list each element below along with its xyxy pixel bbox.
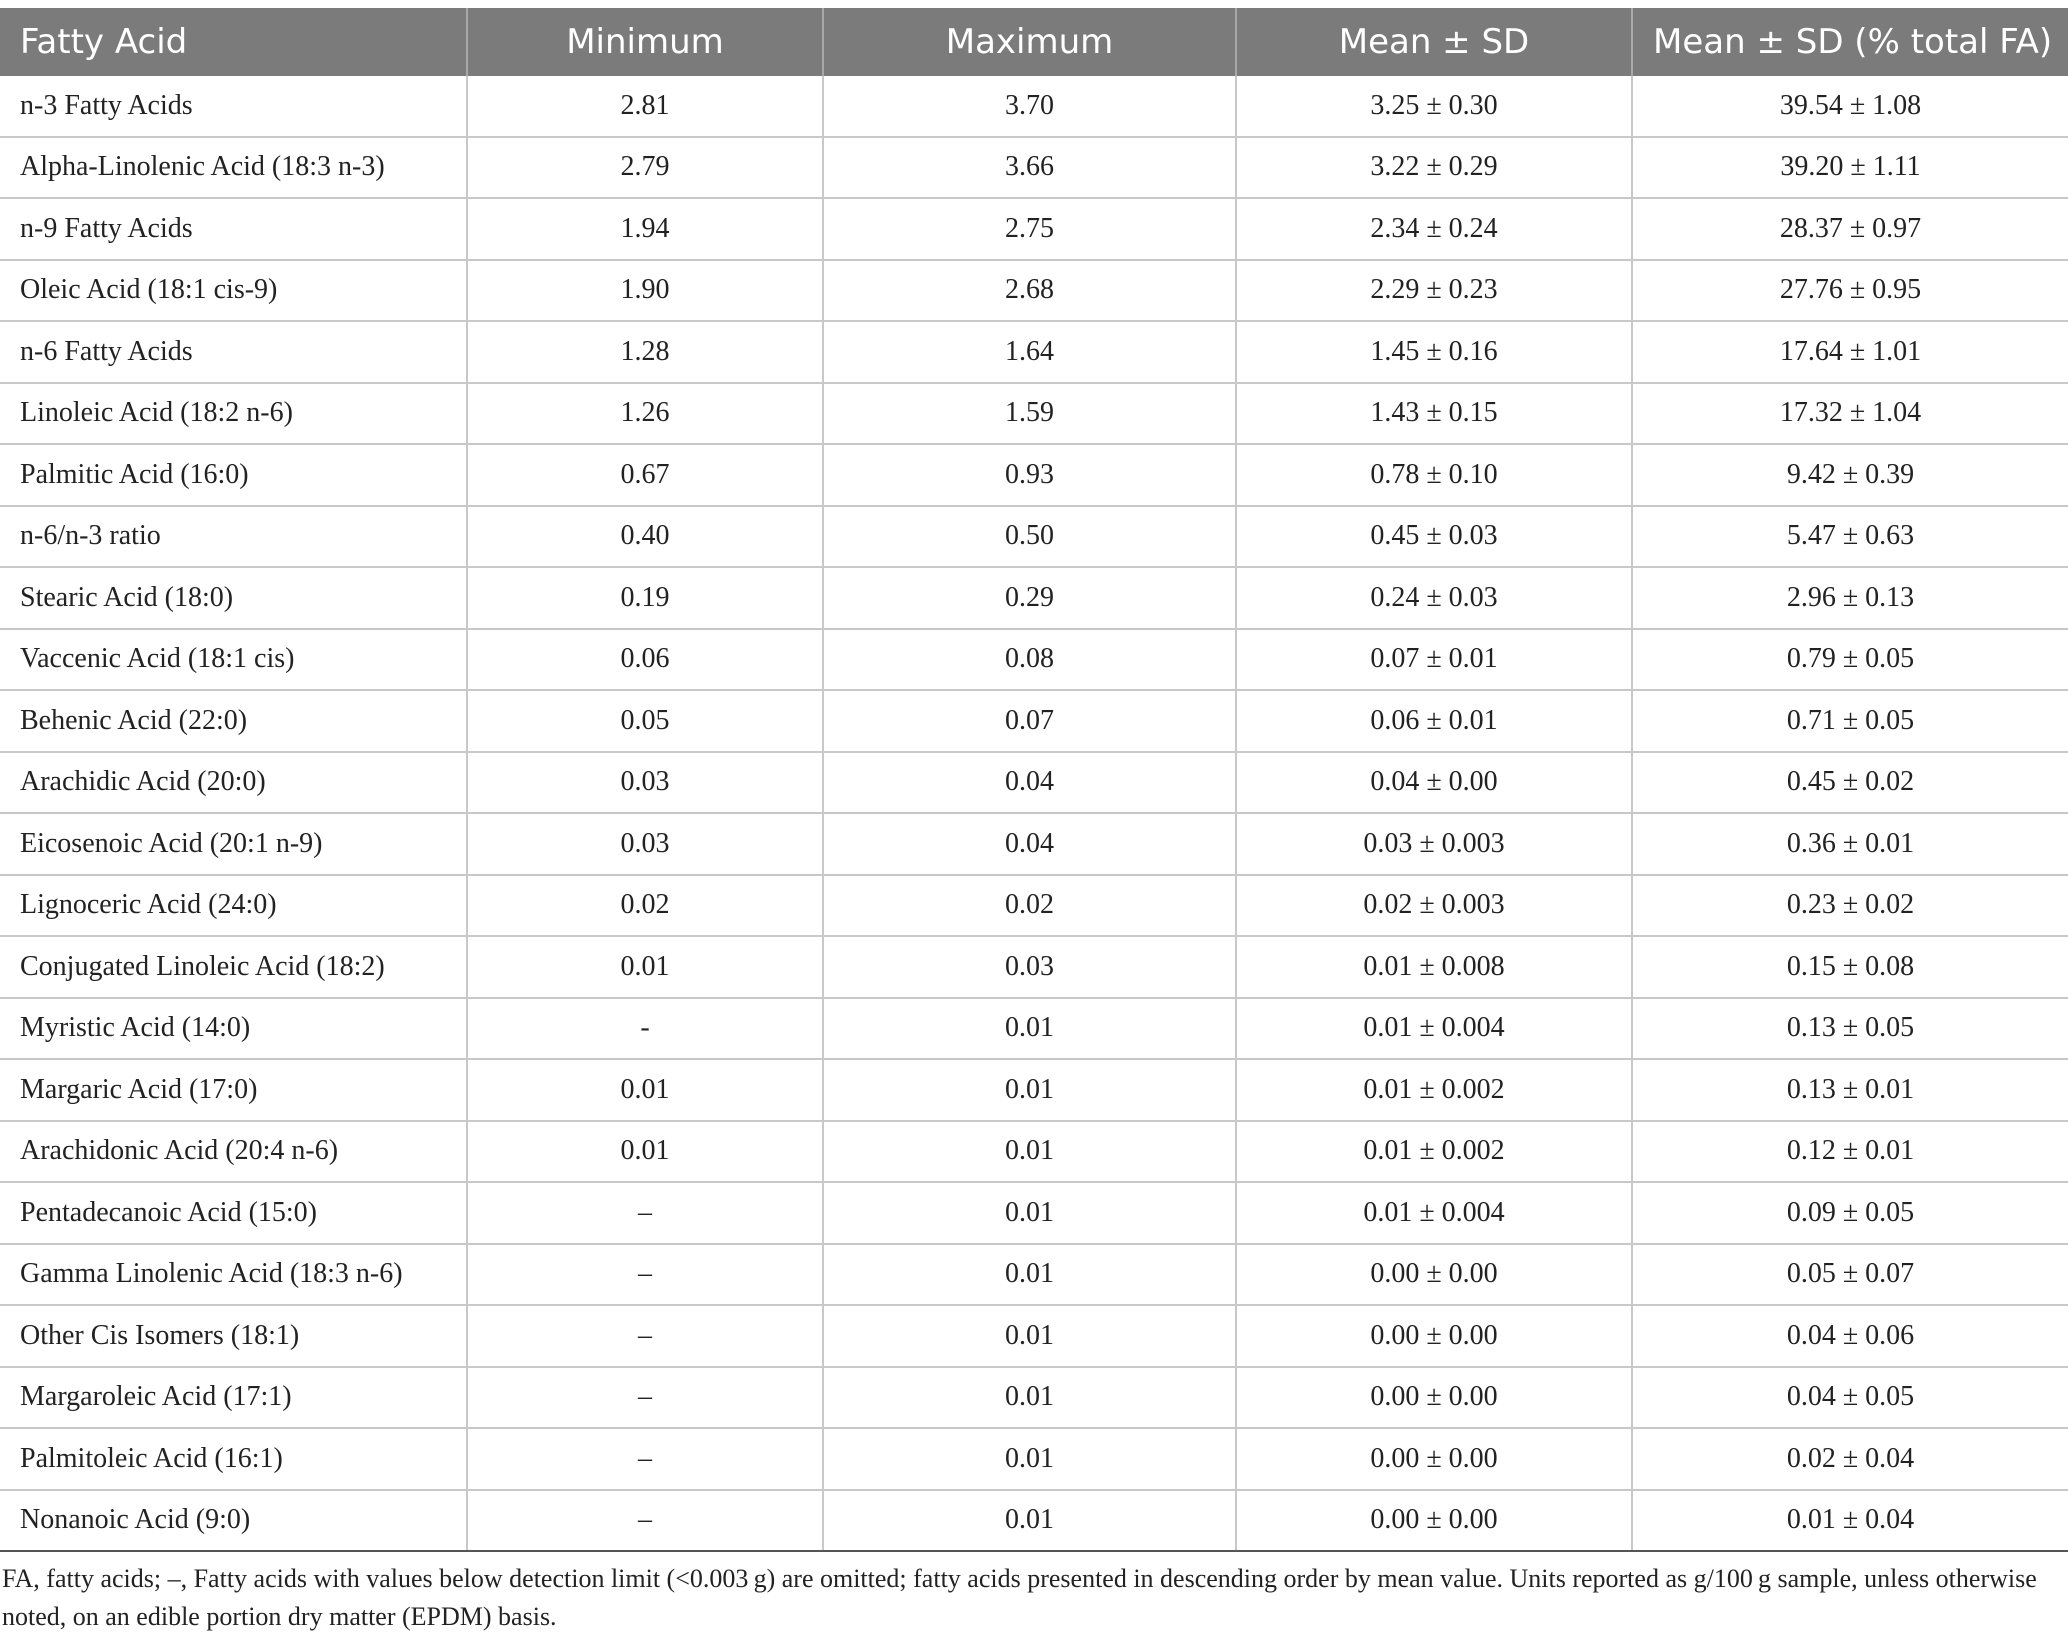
table-footnote: FA, fatty acids; –, Fatty acids with values below detection limit (<0.003 g) are omitted; fatty acids presented in descending order by mean value. Units reported as g/100 g sample, unless otherwise noted, on an edible portion dry matter (EPDM) basis. <box>2 1564 2037 1631</box>
cell-minimum: 2.81 <box>467 76 823 137</box>
cell-minimum: 0.01 <box>467 1121 823 1183</box>
cell-mean-sd: 0.04 ± 0.00 <box>1236 752 1632 814</box>
table-row <box>0 383 2068 445</box>
cell-mean-sd: 0.24 ± 0.03 <box>1236 567 1632 629</box>
cell-maximum: 0.02 <box>823 875 1236 937</box>
cell-minimum: 0.01 <box>467 1059 823 1121</box>
cell-maximum: 0.01 <box>823 1059 1236 1121</box>
cell-mean-sd: 0.01 ± 0.004 <box>1236 998 1632 1060</box>
cell-fatty-acid: Nonanoic Acid (9:0) <box>0 1490 467 1552</box>
table-row <box>0 629 2068 691</box>
cell-fatty-acid: Eicosenoic Acid (20:1 n-9) <box>0 813 467 875</box>
header-mean-sd-percent: Mean ± SD (% total FA) <box>1632 8 2068 76</box>
cell-minimum: – <box>467 1305 823 1367</box>
cell-maximum: 0.01 <box>823 1121 1236 1183</box>
cell-fatty-acid: Palmitoleic Acid (16:1) <box>0 1428 467 1490</box>
cell-fatty-acid: Arachidic Acid (20:0) <box>0 752 467 814</box>
table-row <box>0 1428 2068 1490</box>
header-maximum: Maximum <box>823 8 1236 76</box>
cell-minimum: – <box>467 1428 823 1490</box>
cell-mean-sd-percent: 0.01 ± 0.04 <box>1632 1490 2068 1552</box>
cell-fatty-acid: Oleic Acid (18:1 cis-9) <box>0 260 467 322</box>
cell-mean-sd-percent: 9.42 ± 0.39 <box>1632 444 2068 506</box>
cell-maximum: 0.07 <box>823 690 1236 752</box>
cell-mean-sd-percent: 17.64 ± 1.01 <box>1632 321 2068 383</box>
cell-minimum: 0.19 <box>467 567 823 629</box>
cell-mean-sd-percent: 0.12 ± 0.01 <box>1632 1121 2068 1183</box>
cell-minimum: – <box>467 1490 823 1552</box>
cell-maximum: 0.01 <box>823 1244 1236 1306</box>
table-row <box>0 1305 2068 1367</box>
cell-maximum: 0.04 <box>823 813 1236 875</box>
cell-mean-sd: 0.45 ± 0.03 <box>1236 506 1632 568</box>
cell-minimum: 1.94 <box>467 198 823 260</box>
cell-fatty-acid: n-6/n-3 ratio <box>0 506 467 568</box>
cell-maximum: 0.01 <box>823 1305 1236 1367</box>
cell-mean-sd-percent: 39.54 ± 1.08 <box>1632 76 2068 137</box>
cell-minimum: 0.05 <box>467 690 823 752</box>
header-mean-sd: Mean ± SD <box>1236 8 1632 76</box>
table-row <box>0 1059 2068 1121</box>
cell-minimum: 2.79 <box>467 137 823 199</box>
header-fatty-acid: Fatty Acid <box>0 8 467 76</box>
cell-minimum: - <box>467 998 823 1060</box>
cell-fatty-acid: Margaric Acid (17:0) <box>0 1059 467 1121</box>
cell-mean-sd: 0.07 ± 0.01 <box>1236 629 1632 691</box>
cell-minimum: – <box>467 1182 823 1244</box>
cell-minimum: – <box>467 1367 823 1429</box>
fatty-acid-table-container <box>0 8 2068 1636</box>
cell-minimum: 1.90 <box>467 260 823 322</box>
cell-minimum: 1.26 <box>467 383 823 445</box>
cell-maximum: 0.50 <box>823 506 1236 568</box>
cell-mean-sd: 0.00 ± 0.00 <box>1236 1244 1632 1306</box>
cell-mean-sd: 0.00 ± 0.00 <box>1236 1367 1632 1429</box>
cell-mean-sd: 0.78 ± 0.10 <box>1236 444 1632 506</box>
table-row <box>0 1182 2068 1244</box>
cell-mean-sd-percent: 0.09 ± 0.05 <box>1632 1182 2068 1244</box>
cell-mean-sd-percent: 0.71 ± 0.05 <box>1632 690 2068 752</box>
cell-maximum: 0.03 <box>823 936 1236 998</box>
table-row <box>0 567 2068 629</box>
cell-minimum: 0.40 <box>467 506 823 568</box>
cell-mean-sd-percent: 5.47 ± 0.63 <box>1632 506 2068 568</box>
cell-mean-sd-percent: 0.15 ± 0.08 <box>1632 936 2068 998</box>
cell-fatty-acid: Conjugated Linoleic Acid (18:2) <box>0 936 467 998</box>
cell-mean-sd: 0.00 ± 0.00 <box>1236 1428 1632 1490</box>
cell-fatty-acid: Alpha-Linolenic Acid (18:3 n-3) <box>0 137 467 199</box>
cell-maximum: 0.08 <box>823 629 1236 691</box>
cell-fatty-acid: Myristic Acid (14:0) <box>0 998 467 1060</box>
cell-mean-sd-percent: 0.04 ± 0.05 <box>1632 1367 2068 1429</box>
table-row <box>0 1490 2068 1552</box>
cell-fatty-acid: Lignoceric Acid (24:0) <box>0 875 467 937</box>
cell-maximum: 2.68 <box>823 260 1236 322</box>
cell-mean-sd: 0.00 ± 0.00 <box>1236 1305 1632 1367</box>
cell-mean-sd: 0.01 ± 0.004 <box>1236 1182 1632 1244</box>
table-row <box>0 813 2068 875</box>
cell-fatty-acid: Linoleic Acid (18:2 n-6) <box>0 383 467 445</box>
cell-minimum: – <box>467 1244 823 1306</box>
table-row <box>0 875 2068 937</box>
cell-fatty-acid: Pentadecanoic Acid (15:0) <box>0 1182 467 1244</box>
cell-fatty-acid: Margaroleic Acid (17:1) <box>0 1367 467 1429</box>
cell-mean-sd: 0.01 ± 0.002 <box>1236 1121 1632 1183</box>
cell-mean-sd-percent: 0.05 ± 0.07 <box>1632 1244 2068 1306</box>
cell-fatty-acid: Palmitic Acid (16:0) <box>0 444 467 506</box>
table-row <box>0 76 2068 137</box>
table-row <box>0 1121 2068 1183</box>
cell-mean-sd: 2.34 ± 0.24 <box>1236 198 1632 260</box>
cell-mean-sd: 1.43 ± 0.15 <box>1236 383 1632 445</box>
cell-minimum: 0.02 <box>467 875 823 937</box>
cell-mean-sd: 0.06 ± 0.01 <box>1236 690 1632 752</box>
cell-fatty-acid: Stearic Acid (18:0) <box>0 567 467 629</box>
cell-mean-sd-percent: 17.32 ± 1.04 <box>1632 383 2068 445</box>
cell-mean-sd-percent: 0.45 ± 0.02 <box>1632 752 2068 814</box>
table-body <box>0 76 2068 1551</box>
cell-mean-sd-percent: 27.76 ± 0.95 <box>1632 260 2068 322</box>
cell-minimum: 0.06 <box>467 629 823 691</box>
table-row <box>0 998 2068 1060</box>
cell-maximum: 3.66 <box>823 137 1236 199</box>
table-row <box>0 444 2068 506</box>
table-header <box>0 8 2068 76</box>
cell-mean-sd: 0.01 ± 0.002 <box>1236 1059 1632 1121</box>
cell-mean-sd-percent: 0.04 ± 0.06 <box>1632 1305 2068 1367</box>
cell-fatty-acid: Vaccenic Acid (18:1 cis) <box>0 629 467 691</box>
cell-maximum: 0.29 <box>823 567 1236 629</box>
cell-mean-sd-percent: 0.13 ± 0.05 <box>1632 998 2068 1060</box>
cell-mean-sd-percent: 39.20 ± 1.11 <box>1632 137 2068 199</box>
cell-mean-sd: 0.00 ± 0.00 <box>1236 1490 1632 1552</box>
cell-fatty-acid: Arachidonic Acid (20:4 n-6) <box>0 1121 467 1183</box>
cell-mean-sd-percent: 0.23 ± 0.02 <box>1632 875 2068 937</box>
cell-minimum: 1.28 <box>467 321 823 383</box>
cell-fatty-acid: n-9 Fatty Acids <box>0 198 467 260</box>
table-row <box>0 1244 2068 1306</box>
table-row <box>0 506 2068 568</box>
cell-mean-sd-percent: 0.02 ± 0.04 <box>1632 1428 2068 1490</box>
cell-minimum: 0.67 <box>467 444 823 506</box>
fatty-acid-table <box>0 8 2068 1552</box>
header-minimum: Minimum <box>467 8 823 76</box>
cell-maximum: 0.01 <box>823 998 1236 1060</box>
cell-maximum: 0.01 <box>823 1367 1236 1429</box>
cell-fatty-acid: Other Cis Isomers (18:1) <box>0 1305 467 1367</box>
cell-maximum: 2.75 <box>823 198 1236 260</box>
cell-maximum: 1.64 <box>823 321 1236 383</box>
table-row <box>0 690 2068 752</box>
table-row <box>0 1367 2068 1429</box>
cell-mean-sd: 1.45 ± 0.16 <box>1236 321 1632 383</box>
cell-maximum: 3.70 <box>823 76 1236 137</box>
cell-maximum: 0.04 <box>823 752 1236 814</box>
cell-maximum: 0.01 <box>823 1182 1236 1244</box>
cell-maximum: 1.59 <box>823 383 1236 445</box>
table-row <box>0 752 2068 814</box>
cell-fatty-acid: Behenic Acid (22:0) <box>0 690 467 752</box>
cell-mean-sd: 3.25 ± 0.30 <box>1236 76 1632 137</box>
cell-fatty-acid: n-3 Fatty Acids <box>0 76 467 137</box>
cell-mean-sd-percent: 0.36 ± 0.01 <box>1632 813 2068 875</box>
cell-mean-sd-percent: 2.96 ± 0.13 <box>1632 567 2068 629</box>
cell-mean-sd: 0.02 ± 0.003 <box>1236 875 1632 937</box>
cell-minimum: 0.03 <box>467 752 823 814</box>
cell-minimum: 0.01 <box>467 936 823 998</box>
cell-mean-sd-percent: 0.13 ± 0.01 <box>1632 1059 2068 1121</box>
table-row <box>0 137 2068 199</box>
cell-mean-sd: 0.03 ± 0.003 <box>1236 813 1632 875</box>
cell-mean-sd: 0.01 ± 0.008 <box>1236 936 1632 998</box>
table-row <box>0 198 2068 260</box>
cell-mean-sd: 3.22 ± 0.29 <box>1236 137 1632 199</box>
table-row <box>0 321 2068 383</box>
cell-maximum: 0.93 <box>823 444 1236 506</box>
table-row <box>0 260 2068 322</box>
cell-mean-sd-percent: 0.79 ± 0.05 <box>1632 629 2068 691</box>
cell-fatty-acid: Gamma Linolenic Acid (18:3 n-6) <box>0 1244 467 1306</box>
cell-minimum: 0.03 <box>467 813 823 875</box>
header-row <box>0 8 2068 76</box>
cell-fatty-acid: n-6 Fatty Acids <box>0 321 467 383</box>
table-row <box>0 936 2068 998</box>
cell-maximum: 0.01 <box>823 1428 1236 1490</box>
cell-maximum: 0.01 <box>823 1490 1236 1552</box>
cell-mean-sd-percent: 28.37 ± 0.97 <box>1632 198 2068 260</box>
cell-mean-sd: 2.29 ± 0.23 <box>1236 260 1632 322</box>
